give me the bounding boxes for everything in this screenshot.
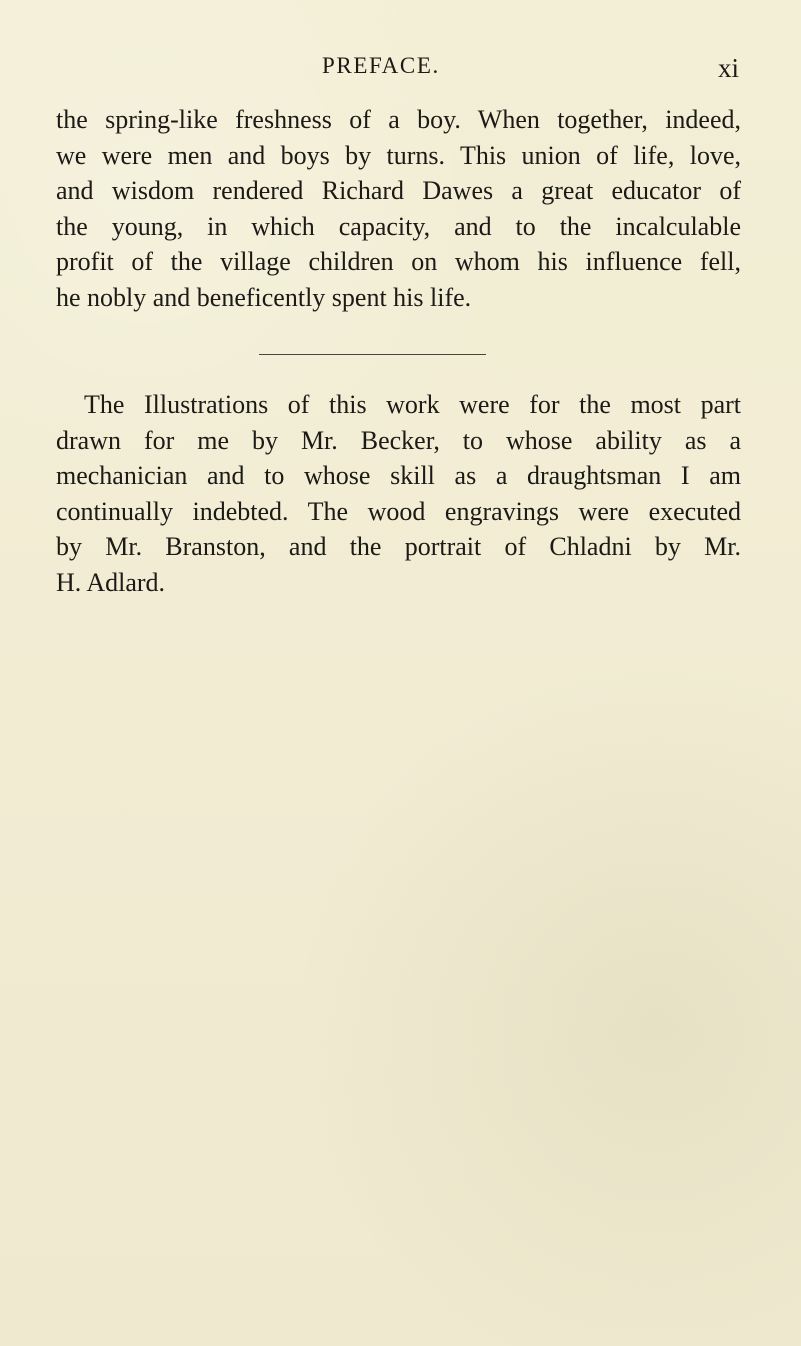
section-divider <box>259 354 486 355</box>
paragraph-1-line-3: and wisdom rendered Richard Dawes a great educator of <box>56 176 741 206</box>
paragraph-1-line-4: the young, in which capacity, and to the incalculable <box>56 211 741 241</box>
paragraph-1-line-1: the spring-like freshness of a boy. When together, indeed, <box>56 105 741 134</box>
paragraph-2-line-5: by Mr. Branston, and the portrait of Chladni by Mr. <box>56 532 741 562</box>
running-head <box>54 53 739 87</box>
paragraph-1-line-5: profit of the village children on whom his influence fell, <box>56 247 741 277</box>
running-title: PREFACE. <box>322 53 440 78</box>
paragraph-1 <box>56 102 741 316</box>
paragraph-2-line-3: mechanician and to whose skill as a draughtsman I am <box>56 461 741 491</box>
paragraph-2-line-1: The Illustrations of this work were for the most part <box>84 390 741 419</box>
paragraph-2-line-6: H. Adlard. <box>56 567 166 597</box>
paragraph-2-line-2: drawn for me by Mr. Becker, to whose ability as a <box>56 425 741 455</box>
paragraph-1-line-6: he nobly and beneficently spent his life. <box>56 282 472 312</box>
paragraph-2-line-4: continually indebted. The wood engravings were executed <box>56 496 741 526</box>
paragraph-1-line-2: we were men and boys by turns. This union of life, love, <box>56 140 741 170</box>
page-number: xi <box>717 53 739 83</box>
paragraph-2 <box>56 387 741 601</box>
